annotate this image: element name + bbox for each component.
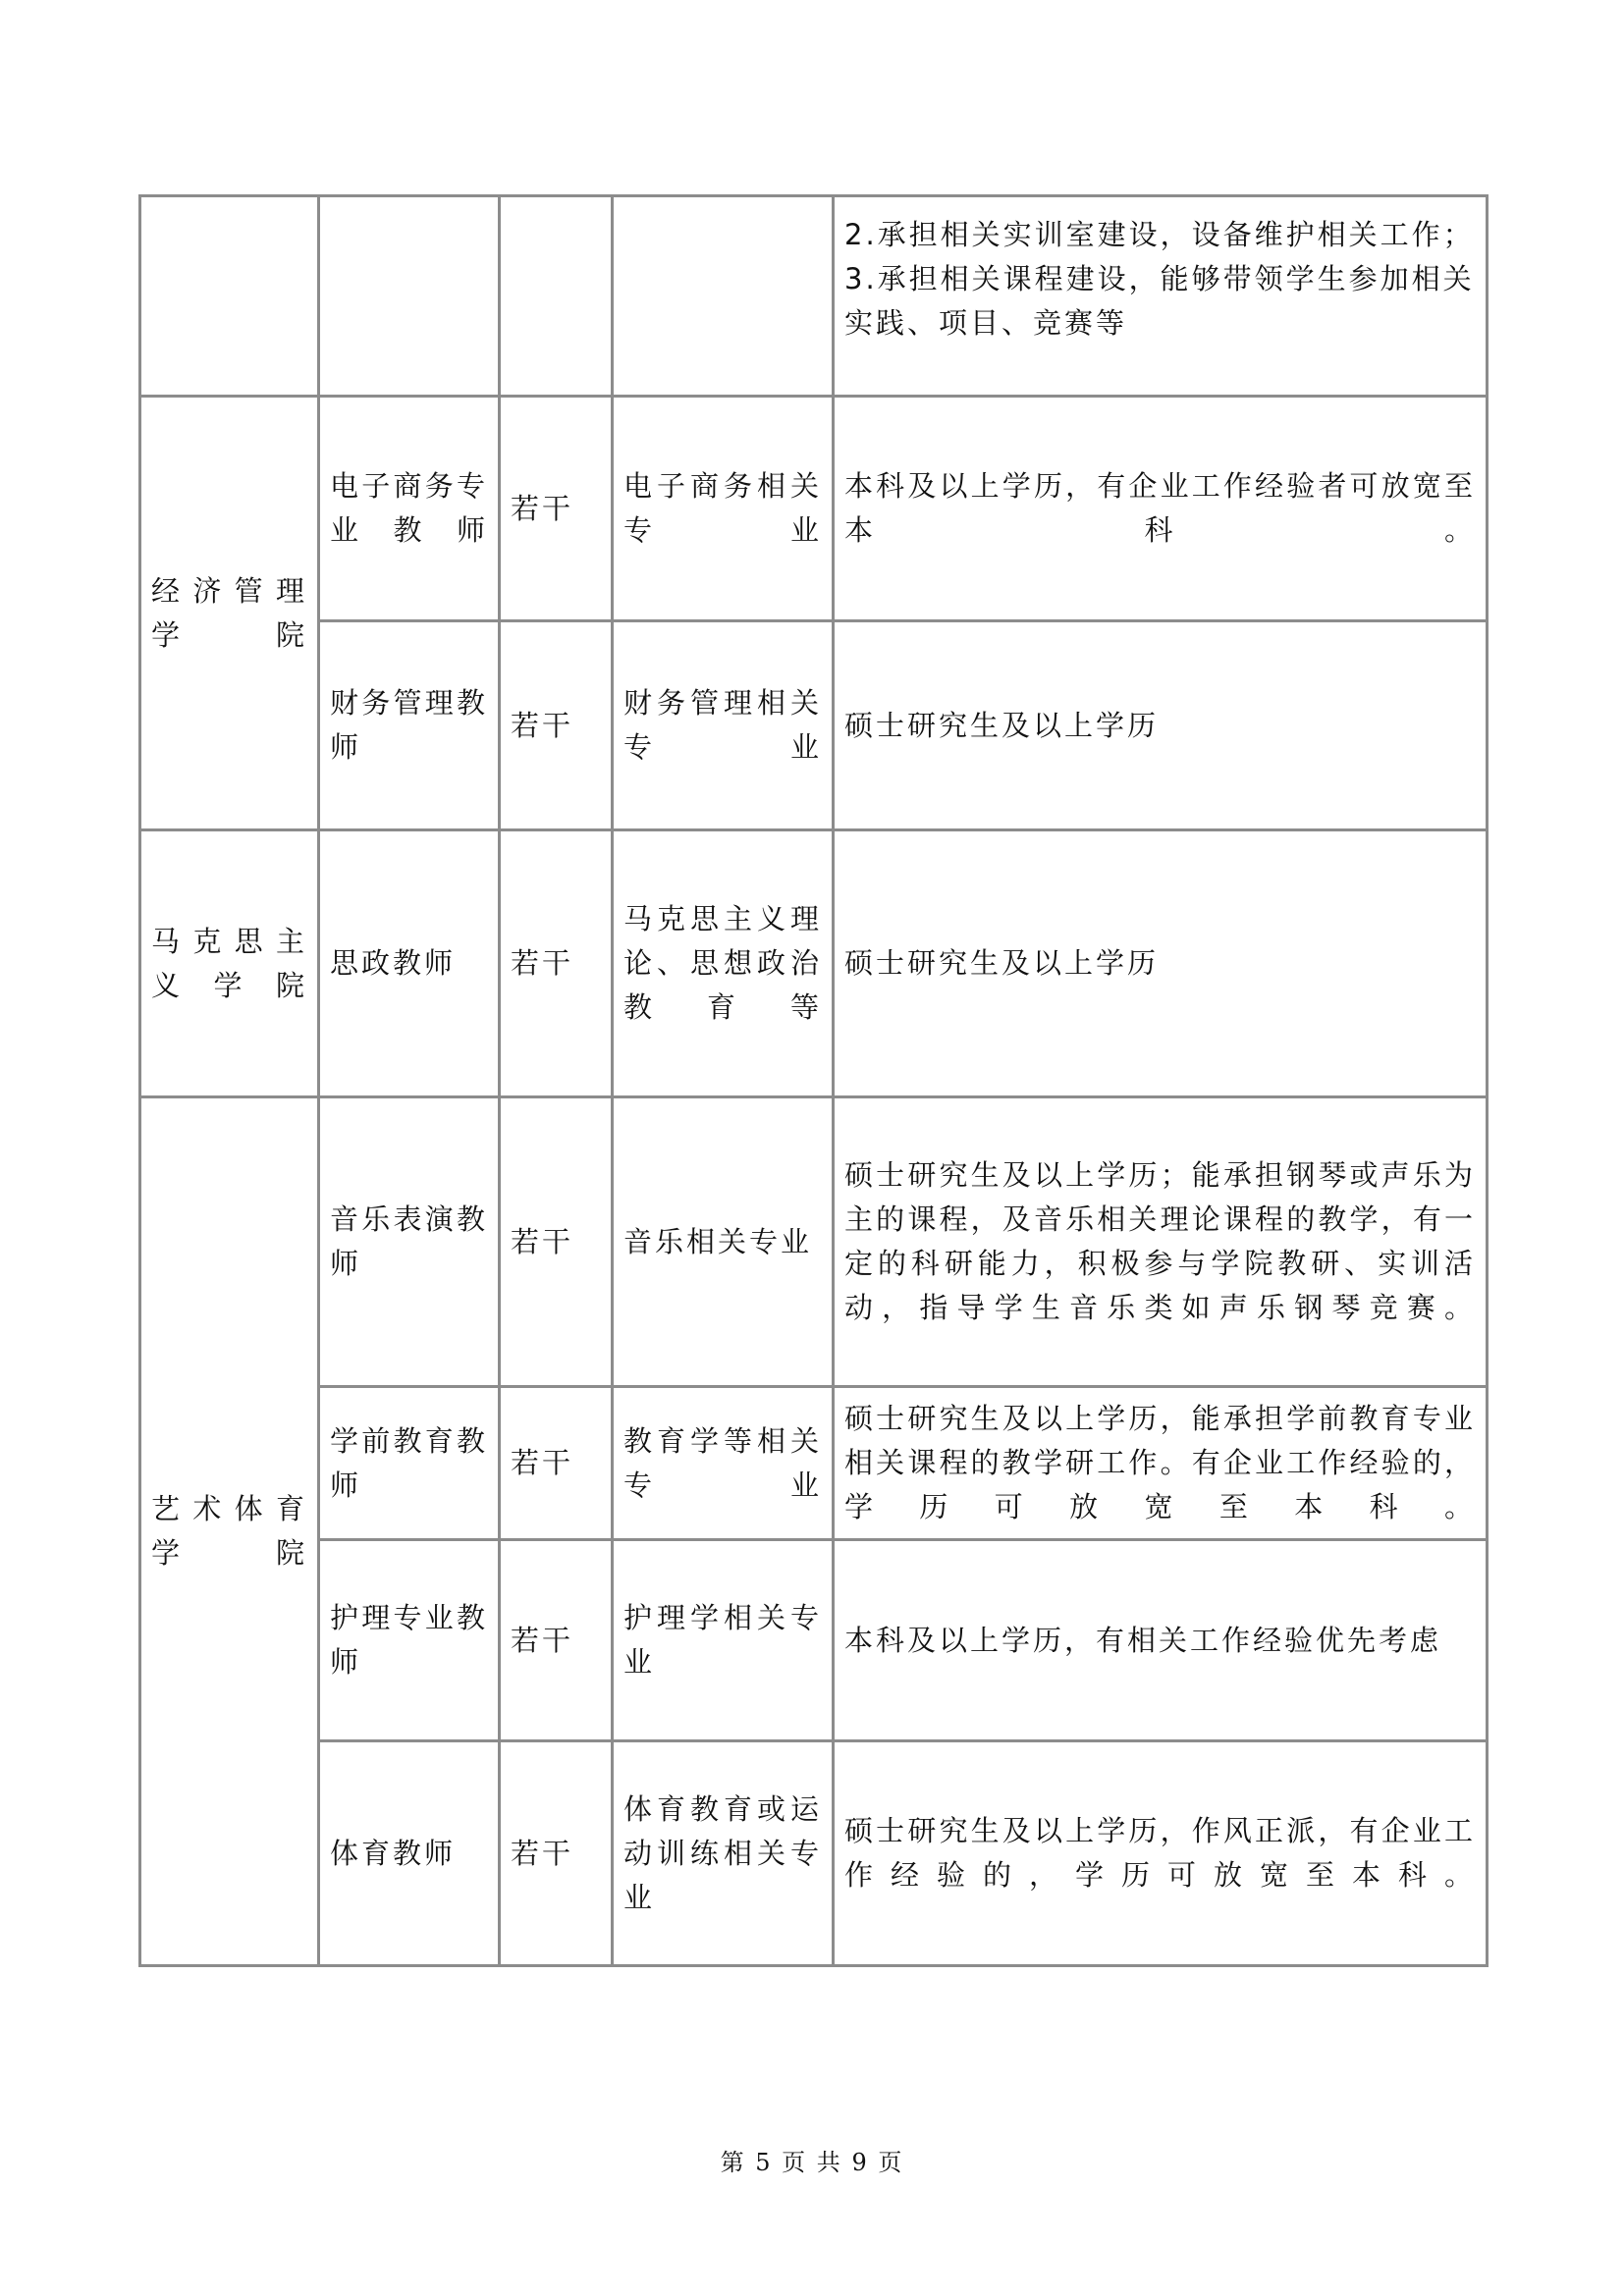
count-cell: 若干 (500, 1741, 613, 1966)
count-cell-empty (500, 196, 613, 397)
position-cell: 电子商务专业教师 (319, 397, 500, 621)
college-cell: 马克思主义学院 (140, 830, 319, 1097)
major-cell: 护理学相关专业 (613, 1540, 834, 1741)
major-cell-empty (613, 196, 834, 397)
requirement-line: 3.承担相关课程建设，能够带领学生参加相关实践、项目、竞赛等 (844, 262, 1475, 340)
count-cell: 若干 (500, 397, 613, 621)
requirement-line: 2.承担相关实训室建设，设备维护相关工作； (844, 218, 1475, 251)
requirement-cell: 硕士研究生及以上学历 (834, 830, 1488, 1097)
table-row (140, 830, 1488, 1097)
table-row (140, 1540, 1488, 1741)
college-cell-empty (140, 196, 319, 397)
major-cell: 教育学等相关专业 (613, 1387, 834, 1540)
major-cell: 音乐相关专业 (613, 1097, 834, 1387)
table-row (140, 1741, 1488, 1966)
major-cell: 马克思主义理论、思想政治教育等 (613, 830, 834, 1097)
position-cell: 财务管理教师 (319, 621, 500, 830)
page-number-footer: 第 5 页 共 9 页 (720, 2149, 904, 2176)
position-cell: 护理专业教师 (319, 1540, 500, 1741)
requirement-cell: 硕士研究生及以上学历；能承担钢琴或声乐为主的课程，及音乐相关理论课程的教学，有一定的科研能力，积极参与学院教研、实训活动，指导学生音乐类如声乐钢琴竞赛。 (834, 1097, 1488, 1387)
major-cell: 电子商务相关专业 (613, 397, 834, 621)
major-cell: 体育教育或运动训练相关专业 (613, 1741, 834, 1966)
table-row (140, 1387, 1488, 1540)
recruitment-table (138, 194, 1489, 1967)
requirement-cell: 硕士研究生及以上学历，能承担学前教育专业相关课程的教学研工作。有企业工作经验的，学历可放宽至本科。 (834, 1387, 1488, 1540)
count-cell: 若干 (500, 830, 613, 1097)
table-row (140, 1097, 1488, 1387)
count-cell: 若干 (500, 621, 613, 830)
college-cell: 艺术体育学院 (140, 1097, 319, 1966)
position-cell: 学前教育教师 (319, 1387, 500, 1540)
requirement-cell: 硕士研究生及以上学历，作风正派，有企业工作经验的，学历可放宽至本科。 (834, 1741, 1488, 1966)
table-row (140, 397, 1488, 621)
position-cell: 思政教师 (319, 830, 500, 1097)
requirement-cell: 硕士研究生及以上学历 (834, 621, 1488, 830)
table-row-continuation (140, 196, 1488, 397)
requirement-cell: 本科及以上学历，有企业工作经验者可放宽至本科。 (834, 397, 1488, 621)
major-cell: 财务管理相关专业 (613, 621, 834, 830)
count-cell: 若干 (500, 1387, 613, 1540)
position-cell: 音乐表演教师 (319, 1097, 500, 1387)
position-cell: 体育教师 (319, 1741, 500, 1966)
table-row (140, 621, 1488, 830)
requirement-cell (834, 196, 1488, 397)
count-cell: 若干 (500, 1540, 613, 1741)
college-cell: 经济管理学院 (140, 397, 319, 830)
count-cell: 若干 (500, 1097, 613, 1387)
requirement-cell: 本科及以上学历，有相关工作经验优先考虑 (834, 1540, 1488, 1741)
position-cell-empty (319, 196, 500, 397)
